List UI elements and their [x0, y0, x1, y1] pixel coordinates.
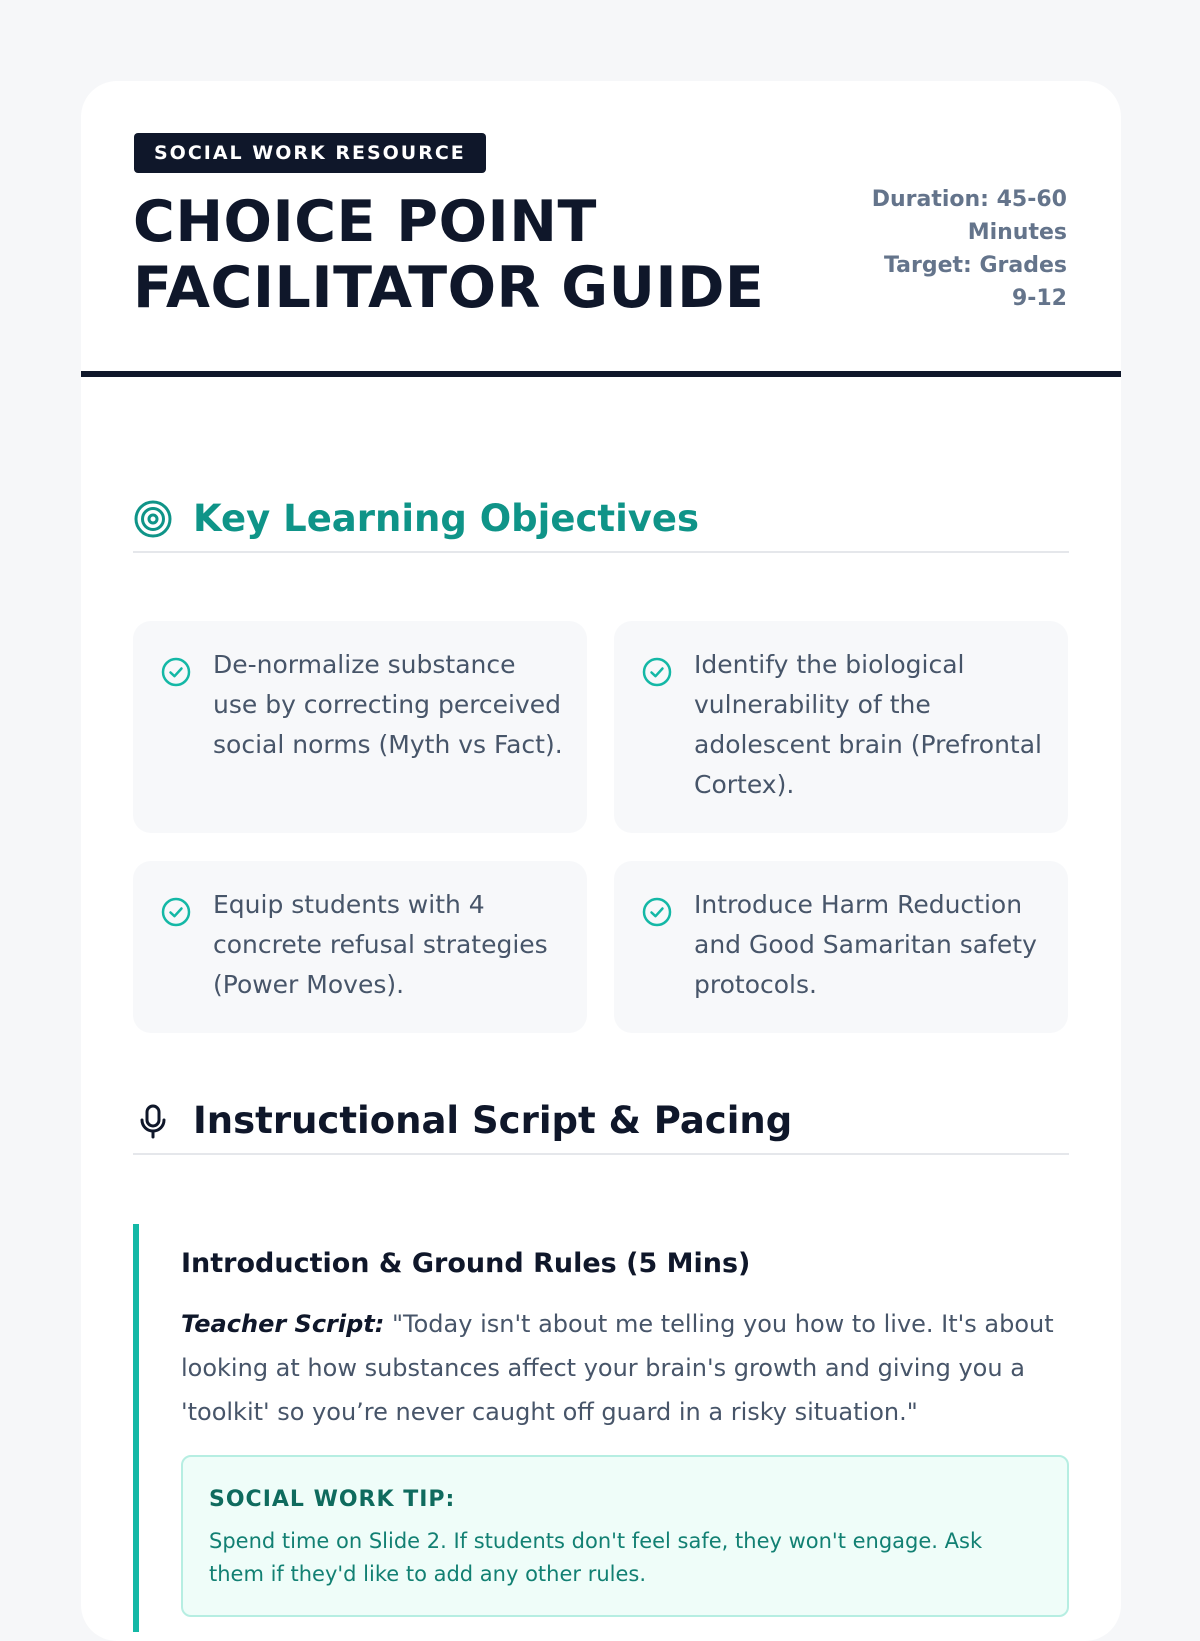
title-line-2: FACILITATOR GUIDE: [133, 255, 765, 321]
title-line-1: CHOICE POINT: [133, 189, 597, 255]
microphone-icon: [133, 1101, 173, 1141]
objectives-header: [133, 489, 1069, 553]
page-title: [133, 189, 853, 321]
target-text: Target: Grades 9-12: [883, 253, 1067, 311]
objective-text: De-normalize substance use by correcting perceived social norms (Myth vs Fact).: [213, 650, 563, 759]
check-circle-icon: [161, 897, 191, 927]
objective-text: Equip students with 4 concrete refusal strategies (Power Moves).: [213, 890, 548, 999]
objective-card: [614, 621, 1068, 833]
social-work-tip: [181, 1455, 1069, 1617]
guide-page: [81, 81, 1121, 1641]
objective-card: [133, 861, 587, 1033]
tip-text: Spend time on Slide 2. If students don't feel safe, they won't engage. Ask them if they'd like to add any other rules.: [209, 1529, 983, 1586]
objective-text: Identify the biological vulnerability of the adolescent brain (Prefrontal Cortex).: [694, 650, 1042, 799]
script-header: [133, 1091, 1069, 1155]
resource-badge: SOCIAL WORK RESOURCE: [134, 133, 486, 173]
script-title: Instructional Script & Pacing: [193, 1099, 793, 1142]
teacher-script-label: Teacher Script:: [181, 1310, 385, 1338]
objective-text: Introduce Harm Reduction and Good Samaritan safety protocols.: [694, 890, 1037, 999]
page-header: [81, 81, 1121, 377]
session-meta: [867, 183, 1067, 315]
teacher-script-text: "Today isn't about me telling you how to live. It's about looking at how substances affect your brain's growth and giving you a 'toolkit' so you’re never caught off guard in a risky situation.": [181, 1310, 1054, 1426]
script-step: [133, 1224, 1069, 1632]
objective-card: [614, 861, 1068, 1033]
check-circle-icon: [161, 657, 191, 687]
objectives-title: Key Learning Objectives: [193, 497, 699, 540]
tip-title: SOCIAL WORK TIP:: [209, 1487, 456, 1512]
step-title: Introduction & Ground Rules (5 Mins): [181, 1248, 751, 1279]
check-circle-icon: [642, 897, 672, 927]
duration-text: Duration: 45-60 Minutes: [871, 187, 1067, 245]
target-icon: [133, 499, 173, 539]
check-circle-icon: [642, 657, 672, 687]
objective-card: [133, 621, 587, 833]
teacher-script: [181, 1302, 1071, 1434]
